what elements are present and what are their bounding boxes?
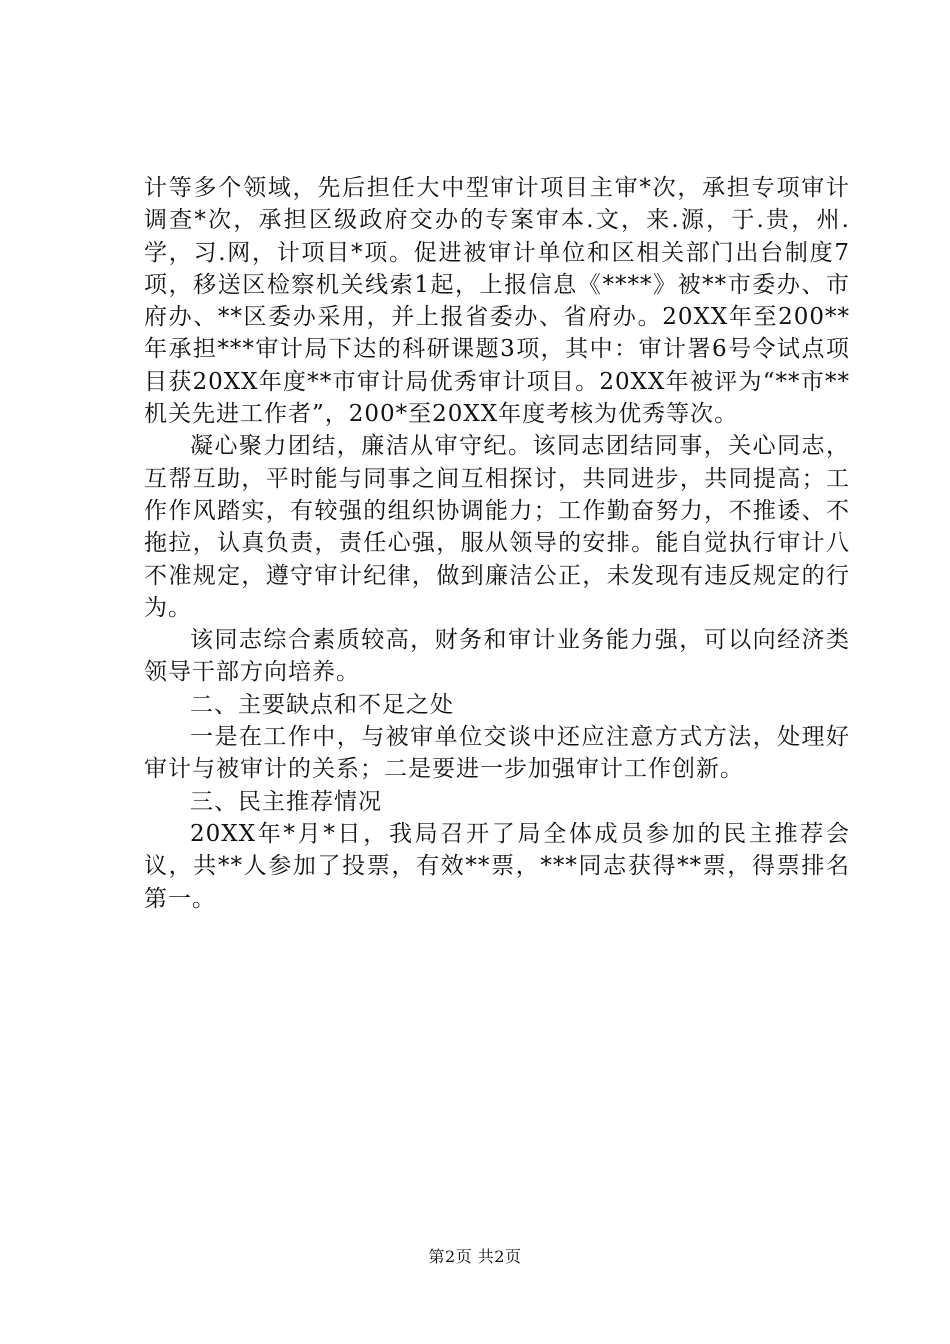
paragraph-recommendation: 20XX年*月*日，我局召开了局全体成员参加的民主推荐会议，共**人参加了投票，有效**票，***同志获得**票，得票排名第一。 — [144, 820, 850, 912]
paragraph-integrity: 凝心聚力团结，廉洁从审守纪。该同志团结同事，关心同志，互帮互助，平时能与同事之间互相探讨，共同进步，共同提高；工作作风踏实，有较强的组织协调能力；工作勤奋努力，不推诿、不拖拉，认真负责，责任心强，服从领导的安排。能自觉执行审计八不准规定，遵守审计纪律，做到廉洁公正，未发现有违反规定的行为。 — [144, 433, 850, 621]
section-heading-shortcomings: 二、主要缺点和不足之处 — [190, 691, 454, 718]
paragraph-overall-assessment: 该同志综合素质较高，财务和审计业务能力强，可以向经济类领导干部方向培养。 — [144, 627, 850, 686]
paragraph-achievements: 计等多个领域，先后担任大中型审计项目主审*次，承担专项审计调查*次，承担区级政府交办的专案审本.文，来.源，于.贵，州.学，习.网，计项目*项。促进被审计单位和区相关部门出台制度7项，移送区检察机关线索1起，上报信息《****》被**市委办、市府办、**区委办采用，并上报省委办、省府办。20XX年至200**年承担***审计局下达的科研课题3项，其中：审计署6号令试点项目获20XX年度**市审计局优秀审计项目。20XX年被评为“**市**机关先进工作者”，200*至20XX年度考核为优秀等次。 — [144, 175, 850, 428]
page-footer: 第2页 共2页 — [428, 1247, 522, 1266]
section-heading-recommendation: 三、民主推荐情况 — [190, 788, 382, 815]
paragraph-shortcomings: 一是在工作中，与被审单位交谈中还应注意方式方法，处理好审计与被审计的关系；二是要进一步加强审计工作创新。 — [144, 724, 850, 783]
document-body — [144, 172, 850, 915]
